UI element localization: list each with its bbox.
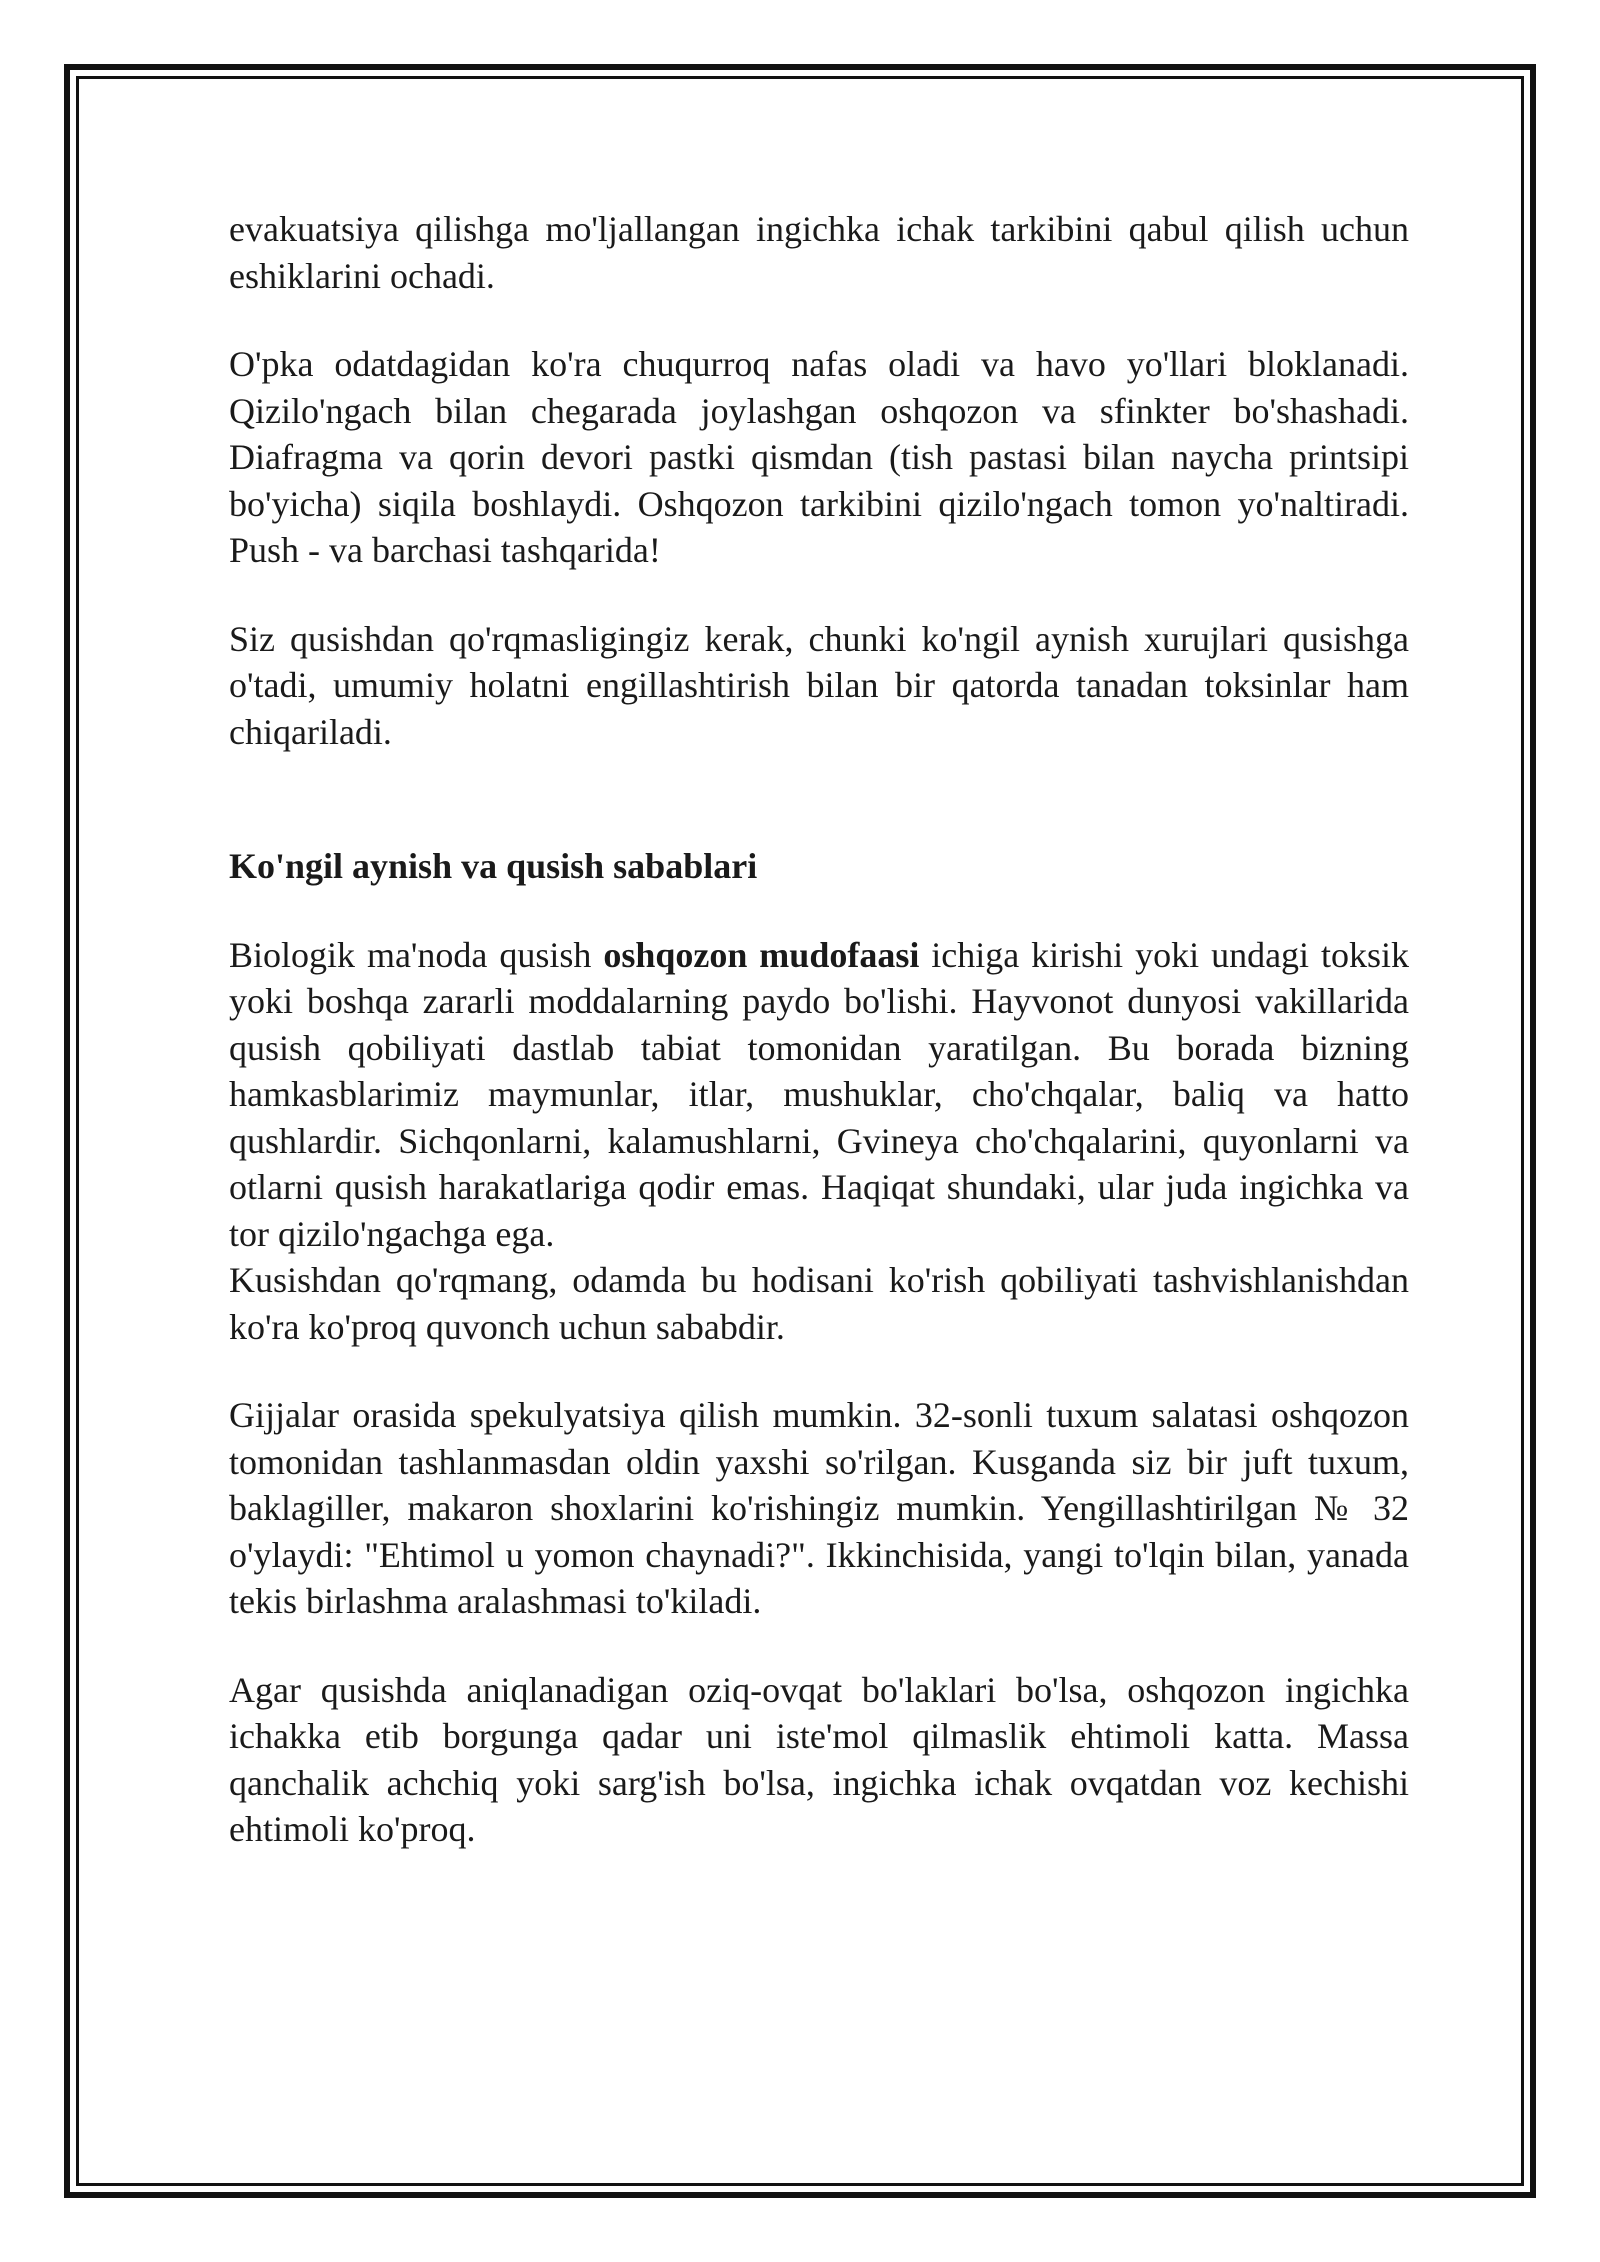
paragraph-4-bold-term: oshqozon mudofaasi — [603, 934, 920, 975]
paragraph-6: Gijjalar orasida spekulyatsiya qilish mumkin. 32-sonli tuxum salatasi oshqozon tomonidan tashlanmasdan oldin yaxshi so'rilgan. Kusganda siz bir juft tuxum, baklagiller, makaron shoxlarini ko'rishingiz mumkin. Yengillashtirilgan № 32 o'ylaydi: "Ehtimol u yomon chaynadi?". Ikkinchisida, yangi to'lqin bilan, yanada tekis birlashma aralashmasi to'kiladi. — [229, 1395, 1409, 1621]
document-body — [229, 206, 1409, 1895]
paragraph-1: evakuatsiya qilishga mo'ljallangan ingichka ichak tarkibini qabul qilish uchun eshiklarini ochadi. — [229, 209, 1409, 296]
section-heading: Ko'ngil aynish va qusish sabablari — [229, 846, 758, 886]
paragraph-7: Agar qusishda aniqlanadigan oziq-ovqat bo'laklari bo'lsa, oshqozon ingichka ichakka etib borgunga qadar uni iste'mol qilmaslik ehtimoli katta. Massa qanchalik achchiq yoki sarg'ish bo'lsa, ingichka ichak ovqatdan voz kechishi ehtimoli ko'proq. — [229, 1669, 1409, 1849]
paragraph-5: Kusishdan qo'rqmang, odamda bu hodisani ko'rish qobiliyati tashvishlanishdan ko'ra ko'proq quvonch uchun sababdir. — [229, 1260, 1409, 1347]
paragraph-3: Siz qusishdan qo'rqmasligingiz kerak, chunki ko'ngil aynish xurujlari qusishga o'tadi, umumiy holatni engillashtirish bilan bir qatorda tanadan toksinlar ham chiqariladi. — [229, 618, 1409, 752]
paragraph-2: O'pka odatdagidan ko'ra chuqurroq nafas oladi va havo yo'llari bloklanadi. Qizilo'ngach bilan chegarada joylashgan oshqozon va sfinkter bo'shashadi. Diafragma va qorin devori pastki qismdan (tish pastasi bilan naycha printsipi bo'yicha) siqila boshlaydi. Oshqozon tarkibini qizilo'ngach tomon yo'naltiradi. Push - va barchasi tashqarida! — [229, 344, 1409, 570]
paragraph-4-text-start: Biologik ma'noda qusish — [229, 934, 604, 975]
paragraph-4-text-end: ichiga kirishi yoki undagi toksik yoki boshqa zararli moddalarning paydo bo'lishi. Hayvonot dunyosi vakillarida qusish qobiliyati dastlab tabiat tomonidan yaratilgan. Bu borada bizning hamkasblarimiz maymunlar, itlar, mushuklar, cho'chqalar, baliq va hatto qushlardir. Sichqonlarni, kalamushlarni, Gvineya cho'chqalarini, quyonlarni va otlarni qusish harakatlariga qodir emas. Haqiqat shundaki, ular juda ingichka va tor qizilo'ngachga ega. — [229, 934, 1410, 1254]
paragraph-4 — [229, 932, 1409, 1258]
